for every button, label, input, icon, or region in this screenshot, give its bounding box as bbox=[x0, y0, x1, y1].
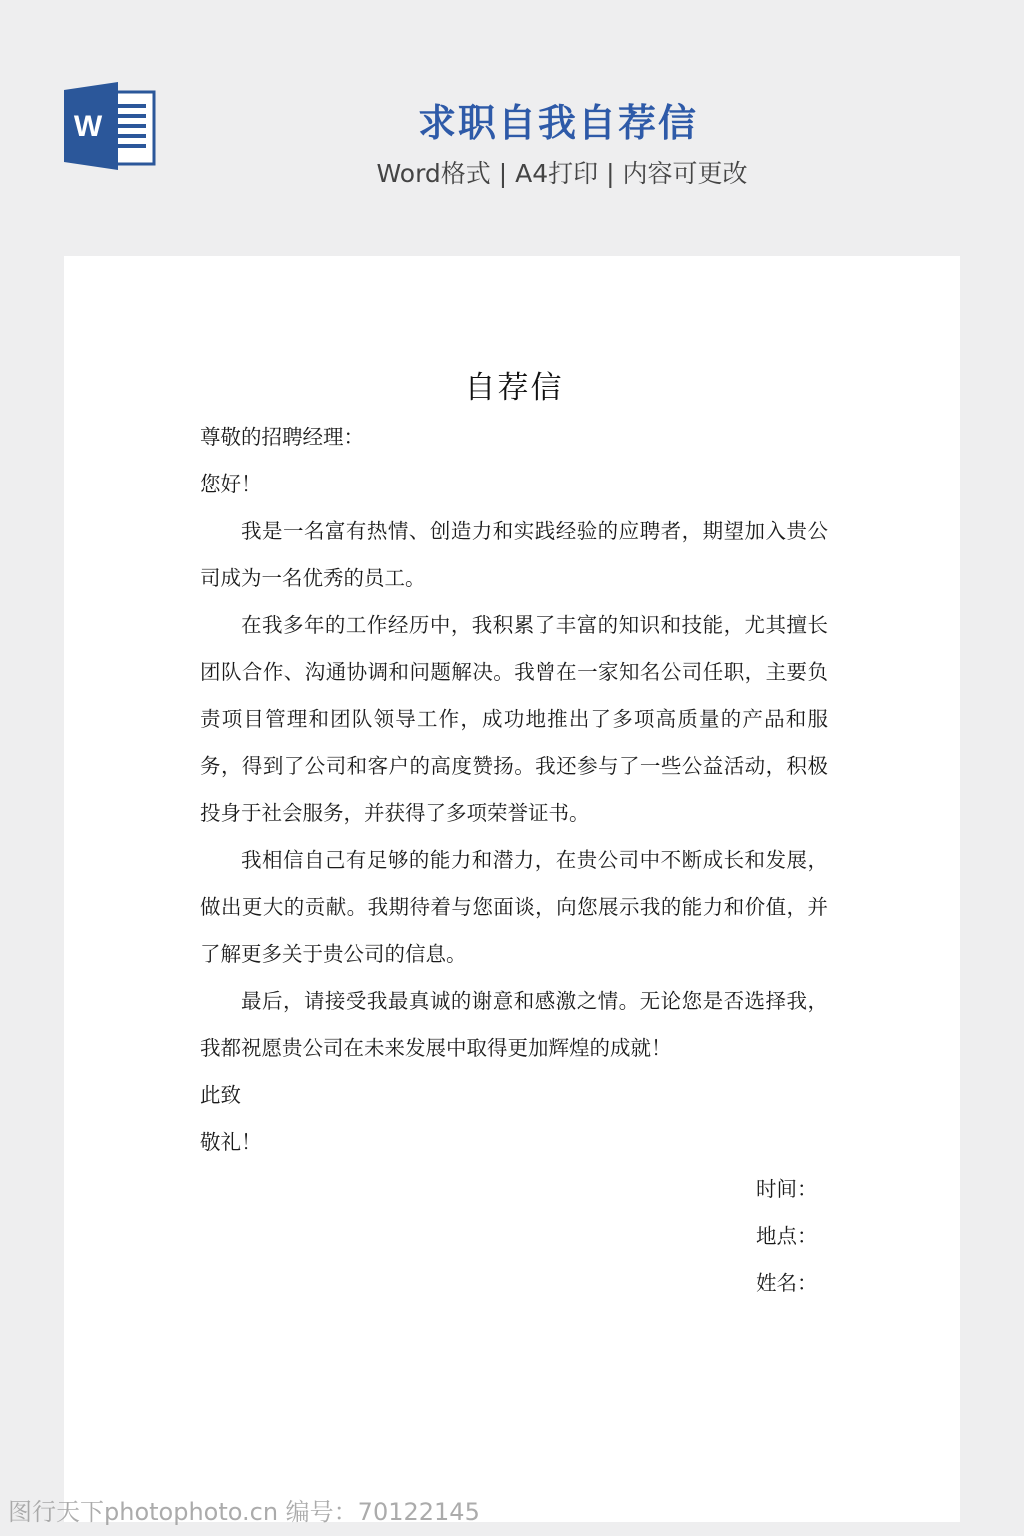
page-title: 求职自我自荐信 bbox=[417, 101, 698, 145]
paragraph-experience: 在我多年的工作经历中，我积累了丰富的知识和技能，尤其擅长团队合作、沟通协调和问题解决。我曾在一家知名公司任职，主要负责项目管理和团队领导工作，成功地推出了多项高质量的产品和服务，得到了公司和客户的高度赞扬。我还参与了一些公益活动，积极投身于社会服务，并获得了多项荣誉证书。 bbox=[200, 613, 828, 825]
document-page bbox=[64, 256, 960, 1522]
header bbox=[0, 0, 1024, 250]
paragraph-potential: 我相信自己有足够的能力和潜力，在贵公司中不断成长和发展，做出更大的贡献。我期待着与您面谈，向您展示我的能力和价值，并了解更多关于贵公司的信息。 bbox=[200, 848, 828, 966]
word-document-icon bbox=[64, 82, 156, 170]
watermark: 图行天下photophoto.cn 编号：70122145 bbox=[8, 1498, 480, 1526]
closing-line-2: 敬礼！ bbox=[200, 1130, 262, 1154]
letter-body bbox=[200, 366, 828, 1307]
signature-block bbox=[200, 1166, 828, 1307]
page-subtitle: Word格式 | A4打印 | 内容可更改 bbox=[376, 159, 748, 188]
place-label: 地点： bbox=[756, 1224, 818, 1248]
paragraph-closing: 最后，请接受我最真诚的谢意和感激之情。无论您是否选择我，我都祝愿贵公司在未来发展中取得更加辉煌的成就！ bbox=[200, 989, 828, 1060]
time-label: 时间： bbox=[756, 1177, 818, 1201]
letter-title: 自荐信 bbox=[464, 370, 564, 406]
paragraph-intro: 我是一名富有热情、创造力和实践经验的应聘者，期望加入贵公司成为一名优秀的员工。 bbox=[200, 519, 828, 590]
closing-line-1: 此致 bbox=[200, 1083, 241, 1107]
salutation: 尊敬的招聘经理： bbox=[200, 425, 364, 449]
greeting: 您好！ bbox=[200, 472, 262, 496]
name-label: 姓名： bbox=[756, 1271, 818, 1295]
word-logo-letter: W bbox=[73, 110, 103, 143]
